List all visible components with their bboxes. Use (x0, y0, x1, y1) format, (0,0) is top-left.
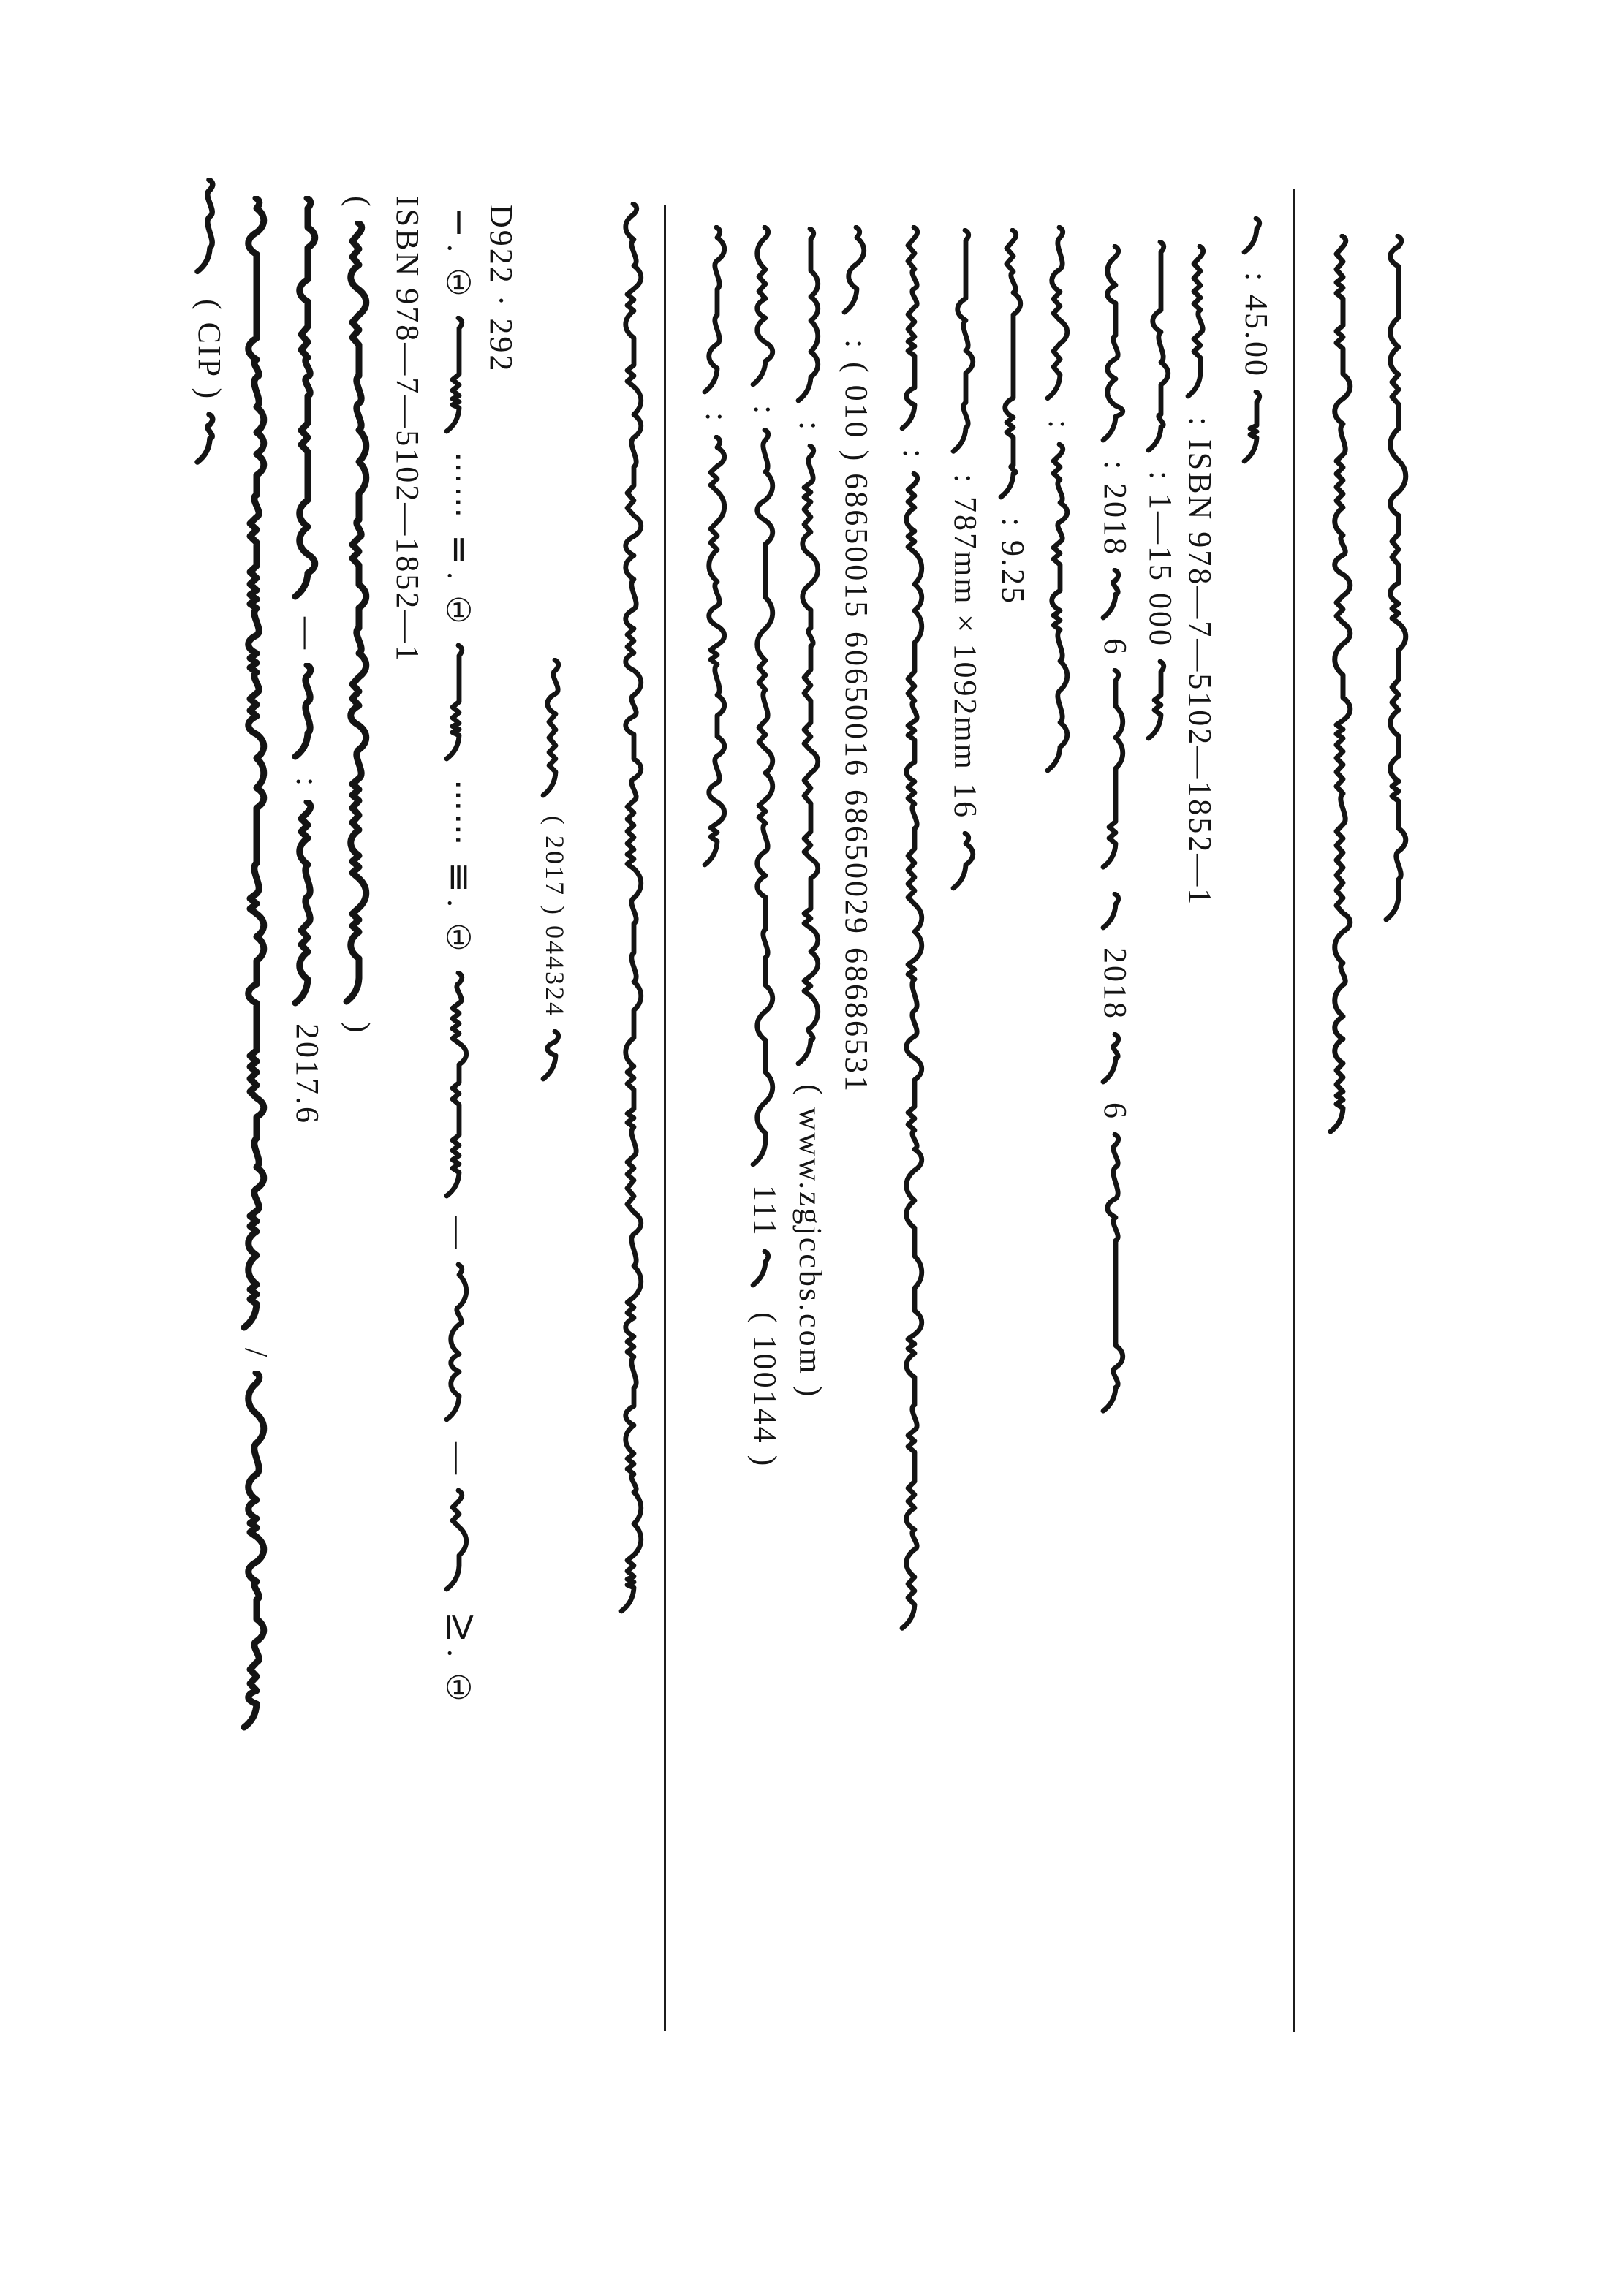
latin-text-segment: 787mm×1092mm (947, 496, 983, 772)
latin-text-segment: Ⅱ. ① (441, 532, 477, 632)
mongolian-text-run (945, 831, 985, 897)
mongolian-text-run (893, 471, 934, 1641)
latin-text-segment: : (1097, 461, 1133, 472)
latin-text-segment: : (1042, 420, 1078, 431)
mongolian-text-run (1094, 244, 1135, 449)
mongolian-text-run (534, 658, 575, 804)
imprint-bookno-line (1178, 244, 1222, 906)
latin-text-segment: : (792, 421, 828, 433)
imprint-printer-line (1037, 225, 1081, 786)
mongolian-text-run (189, 178, 230, 287)
mongolian-text-run (696, 225, 737, 401)
latin-text-segment: 6 (1097, 1102, 1133, 1121)
latin-text-segment: : (995, 518, 1031, 529)
latin-text-segment: Ⅳ. ① (441, 1610, 477, 1709)
mongolian-text-run (1140, 659, 1181, 747)
cip-record-sentence (611, 202, 655, 1620)
imprint-publisher-line (788, 227, 832, 1399)
imprint-format-line (943, 228, 987, 897)
imprint-sheets-line (991, 228, 1034, 605)
latin-text-segment: D922 · 292 (483, 205, 519, 374)
mongolian-text-run (744, 428, 785, 1173)
mongolian-text-run (235, 196, 276, 1336)
mongolian-text-run (1094, 892, 1135, 936)
latin-text-segment: 111 (747, 1185, 783, 1238)
mongolian-text-run (438, 1488, 479, 1598)
latin-text-segment: 68650029 (839, 789, 874, 936)
imprint-distribution-line (892, 225, 936, 1641)
latin-text-segment: : (290, 777, 325, 789)
mongolian-text-run (836, 225, 877, 327)
cip-classification (479, 205, 523, 373)
mongolian-text-run (790, 227, 831, 409)
latin-text-segment: : (747, 405, 783, 417)
mongolian-text-run (744, 1249, 785, 1300)
latin-text-segment: 16 (947, 783, 983, 820)
latin-text-segment: : (1143, 471, 1179, 482)
latin-text-segment: 2018 (1097, 947, 1133, 1021)
mongolian-text-run (1236, 390, 1276, 470)
latin-text-segment: ( (341, 196, 377, 209)
mongolian-text-run (1094, 568, 1135, 626)
latin-text-segment: 2018 (1097, 483, 1133, 557)
mongolian-text-run (1179, 244, 1220, 405)
latin-text-segment: ISBN 978—7—5102—1852—1 (390, 196, 425, 664)
latin-text-segment: : (947, 474, 983, 485)
mongolian-text-run (1094, 1032, 1135, 1091)
latin-text-segment: ⋯⋯ (441, 452, 477, 520)
cip-header-line (187, 178, 231, 471)
latin-text-segment: ⋯⋯ (441, 779, 477, 848)
mongolian-text-run (790, 444, 831, 1072)
latin-text-segment: / (238, 1348, 274, 1360)
mongolian-text-run (893, 225, 934, 437)
latin-text-segment: 45.00 (1238, 295, 1274, 379)
cip-title-line-3 (336, 196, 380, 1034)
mongolian-text-run (1094, 668, 1135, 880)
latin-text-segment: 6 (1097, 638, 1133, 657)
cip-subject-line (436, 205, 480, 1709)
imprint-phone-line (834, 225, 878, 1094)
latin-text-segment: Ⅲ. ① (441, 860, 477, 959)
latin-text-segment: : (896, 449, 932, 461)
mongolian-text-run (1377, 234, 1418, 928)
mongolian-text-run (287, 196, 328, 605)
cip-title-line-2 (285, 196, 329, 1125)
latin-text-segment: — (441, 1442, 477, 1477)
latin-text-segment: ( www.zgjccbs.com ) (792, 1084, 828, 1399)
mongolian-text-run (1094, 1132, 1135, 1425)
mongolian-text-run (287, 800, 328, 1012)
latin-text-segment: 2017.6 (290, 1023, 325, 1126)
mongolian-text-run (945, 228, 985, 462)
mongolian-text-run (992, 228, 1033, 506)
latin-text-segment: : (1238, 272, 1274, 284)
mongolian-text-run (438, 1262, 479, 1431)
mongolian-text-run (287, 663, 328, 765)
latin-text-segment: ) (341, 1021, 377, 1035)
imprint-edition-line (1093, 244, 1137, 1425)
imprint-price-line (1234, 216, 1278, 470)
mongolian-text-run (1322, 234, 1363, 1140)
imprint-address-line (743, 225, 787, 1468)
latin-text-segment: ( 010 ) 68650015 (839, 362, 874, 620)
notice-line-1 (1320, 234, 1364, 1140)
cip-title-line-1 (234, 196, 278, 1736)
mongolian-text-run (189, 412, 230, 471)
latin-text-segment: 68686531 (839, 947, 874, 1094)
latin-text-segment: ( 2017 ) 044324 (540, 816, 570, 1018)
mongolian-text-run (534, 1029, 575, 1088)
latin-text-segment: 60650016 (839, 631, 874, 778)
mongolian-text-run (438, 971, 479, 1205)
latin-text-segment: : (699, 412, 735, 424)
mongolian-text-run (1236, 216, 1276, 260)
mongolian-text-run (1140, 240, 1181, 459)
latin-text-segment: — (290, 617, 325, 651)
latin-text-segment: 1—15 000 (1143, 493, 1179, 648)
latin-text-segment: 9.25 (995, 540, 1031, 606)
mongolian-text-run (438, 316, 479, 440)
imprint-printrun-line (1138, 240, 1182, 747)
latin-text-segment: ISBN 978—7—5102—1852—1 (1182, 439, 1218, 907)
divider-cip-imprint (664, 205, 666, 2031)
notice-line-2 (1376, 234, 1420, 928)
latin-text-segment: ( CIP ) (192, 299, 227, 401)
cip-record-number-line (533, 658, 577, 1088)
latin-text-segment: : (1182, 417, 1218, 428)
latin-text-segment: : (839, 339, 874, 351)
imprint-editor-line (695, 225, 738, 874)
mongolian-text-run (696, 435, 737, 874)
mongolian-text-run (744, 225, 785, 393)
latin-text-segment: ( 100144 ) (747, 1311, 783, 1469)
mongolian-text-run (613, 202, 654, 1620)
latin-text-segment: Ⅰ. ① (441, 205, 477, 304)
mongolian-text-run (1039, 225, 1080, 408)
mongolian-text-run (338, 221, 379, 1010)
mongolian-text-run (235, 1371, 276, 1736)
cip-isbn-line (385, 196, 429, 663)
divider-imprint-notice (1293, 189, 1295, 2032)
mongolian-text-run (438, 643, 479, 768)
latin-text-segment: — (441, 1216, 477, 1251)
mongolian-text-run (1039, 442, 1080, 786)
